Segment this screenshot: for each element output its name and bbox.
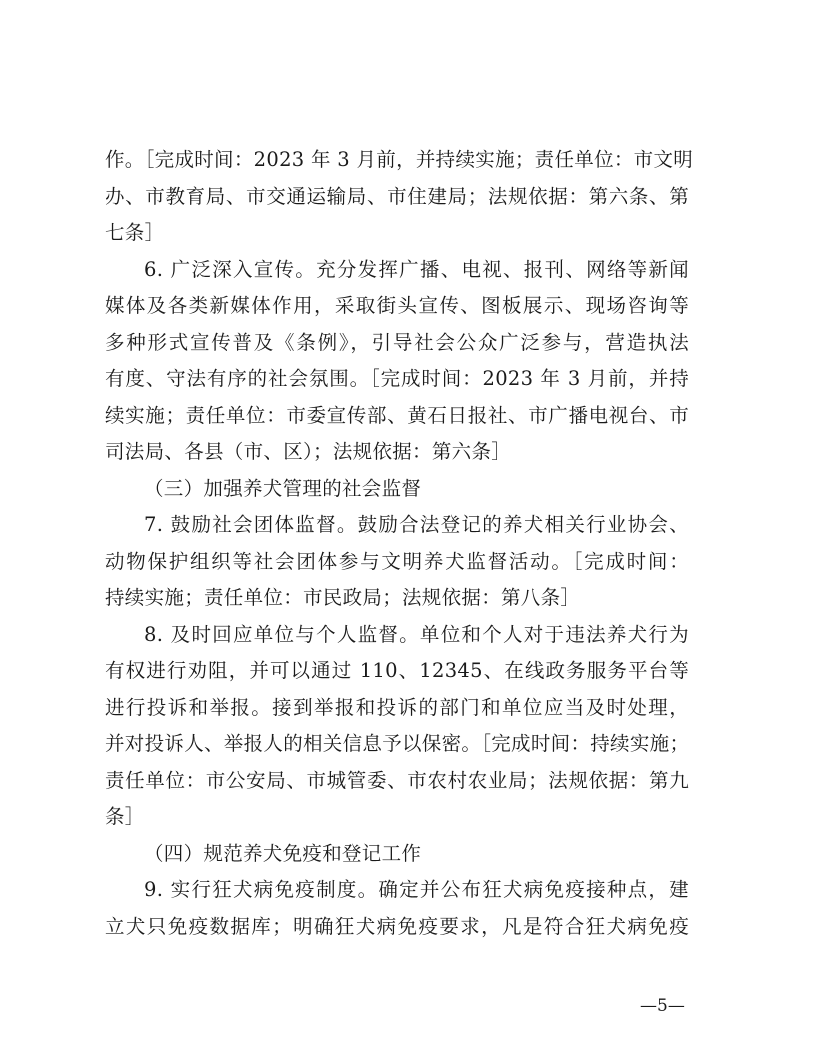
paragraph-line: 动物保护组织等社会团体参与文明养犬监督活动。［完成时间： — [105, 549, 689, 573]
paragraph-line: 进行投诉和举报。接到举报和投诉的部门和单位应当及时处理， — [105, 695, 689, 719]
paragraph-line: 七条］ — [105, 221, 165, 244]
paragraph-line: 司法局、各县（市、区）；法规依据：第六条］ — [105, 440, 512, 463]
paragraph-line: 持续实施；责任单位：市民政局；法规依据：第八条］ — [105, 586, 581, 609]
paragraph-line: 续实施；责任单位：市委宣传部、黄石日报社、市广播电视台、市 — [105, 403, 689, 427]
paragraph-line: 作。［完成时间：2023 年 3 月前，并持续实施；责任单位：市文明 — [105, 148, 694, 171]
paragraph-line: 并对投诉人、举报人的相关信息予以保密。［完成时间：持续实施； — [105, 732, 690, 755]
paragraph-line: 多种形式宣传普及《条例》，引导社会公众广泛参与，营造执法 — [105, 330, 689, 354]
paragraph-line: 条］ — [105, 805, 145, 828]
paragraph-line: 办、市教育局、市交通运输局、市住建局；法规依据：第六条、第 — [105, 184, 689, 208]
paragraph-line: 立犬只免疫数据库；明确狂犬病免疫要求，凡是符合狂犬病免疫 — [105, 914, 689, 938]
item-6-first-line: 6. 广泛深入宣传。充分发挥广播、电视、报刊、网络等新闻 — [144, 257, 689, 281]
item-9-first-line: 9. 实行狂犬病免疫制度。确定并公布狂犬病免疫接种点，建 — [144, 878, 689, 901]
document-body — [105, 142, 694, 945]
paragraph-line: 有权进行劝阻，并可以通过 110、12345、在线政务服务平台等 — [105, 659, 689, 682]
item-8-first-line: 8. 及时回应单位与个人监督。单位和个人对于违法养犬行为 — [144, 622, 689, 646]
page-number: —5— — [640, 996, 685, 1016]
item-7-first-line: 7. 鼓励社会团体监督。鼓励合法登记的养犬相关行业协会、 — [144, 513, 689, 536]
section-heading-3: （三）加强养犬管理的社会监督 — [144, 476, 422, 500]
section-heading-4: （四）规范养犬免疫和登记工作 — [144, 841, 422, 865]
paragraph-line: 责任单位：市公安局、市城管委、市农村农业局；法规依据：第九 — [105, 768, 689, 792]
paragraph-line: 有度、守法有序的社会氛围。［完成时间：2023 年 3 月前，并持 — [105, 367, 689, 390]
paragraph-line: 媒体及各类新媒体作用，采取街头宣传、图板展示、现场咨询等 — [105, 294, 689, 317]
